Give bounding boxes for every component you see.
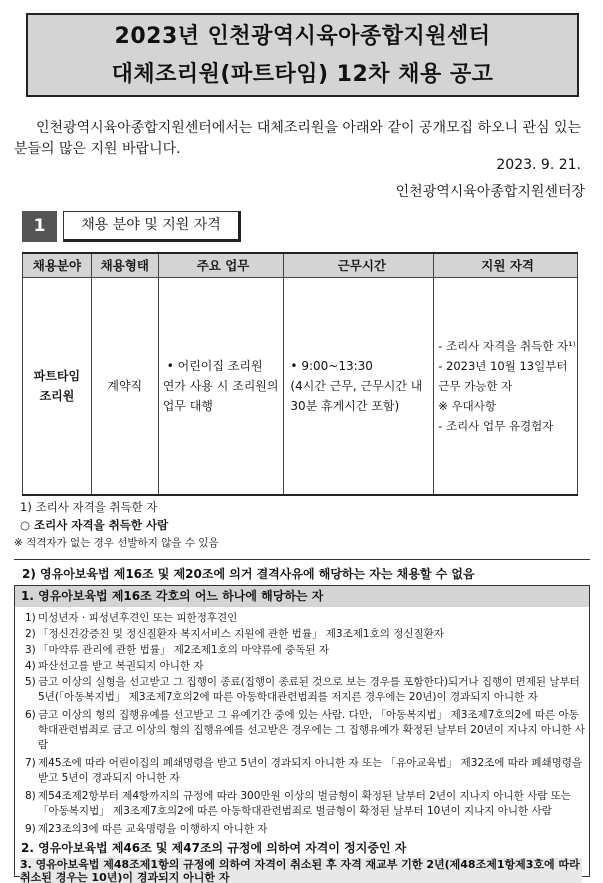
qual-line-1: - 조리사 자격을 취득한 자¹⁾ — [438, 338, 576, 353]
item-num: 3) — [25, 644, 36, 656]
disqualification-box — [14, 585, 590, 877]
item-text: 「마약류 관리에 관한 법률」 제2조제1호의 마약류에 중독된 자 — [38, 644, 330, 656]
item-num: 7) — [25, 757, 36, 769]
list-item — [25, 822, 585, 837]
item-text: 제54조제2항부터 제4항까지의 규정에 따라 300만원 이상의 벌금형이 확정된 날부터 2년이 지나지 아니한 사람 또는 「아동복지법」 제3조제7호의2에 따른 아동학대관련범죄로 벌금형이 확정된 날부터 10년이 지나지 아니한 사람 — [38, 790, 571, 817]
cell-hours — [284, 277, 434, 495]
cell-type: 계약직 — [91, 277, 158, 495]
item-num: 5) — [25, 676, 36, 688]
law-foot-2: 2. 영유아보육법 제46조 및 제47조의 규정에 의하여 자격이 정지중인 자 — [21, 841, 407, 855]
list-item — [25, 708, 585, 753]
field-line-1: 파트타임 — [33, 368, 81, 383]
footnote-3: ※ 적격자가 없는 경우 선발하지 않을 수 있음 — [14, 537, 219, 549]
duty-bullet: • 어린이집 조리원 — [166, 358, 263, 373]
recruitment-table — [22, 252, 578, 496]
hours-line-1: • 9:00~13:30 — [290, 358, 373, 373]
table-row — [23, 277, 578, 495]
item-text: 「정신건강증진 및 정신질환자 복지서비스 지원에 관한 법률」 제3조제1호의 정신질환자 — [38, 628, 444, 640]
list-item — [25, 756, 585, 786]
item-num: 6) — [25, 709, 36, 721]
list-item — [25, 659, 585, 674]
cell-duty — [158, 277, 284, 495]
announcement-date: 2023. 9. 21. — [496, 157, 581, 173]
title-line-1: 2023년 인천광역시육아종합지원센터 — [114, 24, 491, 49]
law-head: 1. 영유아보육법 제16조 각호의 어느 하나에 해당하는 자 — [15, 586, 589, 607]
item-num: 9) — [25, 823, 36, 835]
footnote-2: ○ 조리사 자격을 취득한 사람 — [20, 518, 169, 532]
header-type: 채용형태 — [91, 253, 158, 277]
divider-top — [14, 559, 590, 560]
hours-line-2: (4시간 근무, 근무시간 내 30분 휴게시간 포함) — [290, 378, 423, 413]
title-box — [26, 13, 579, 97]
list-item — [25, 789, 585, 819]
item-text: 파산선고를 받고 복권되지 아니한 자 — [38, 660, 204, 672]
item-text: 미성년자 · 피성년후견인 또는 피한정후견인 — [38, 612, 238, 624]
item-text: 제45조에 따라 어린이집의 폐쇄명령을 받고 5년이 경과되지 아니한 자 또는 「유아교육법」 제32조에 따라 폐쇄명령을 받고 5년이 경과되지 아니한 자 — [38, 757, 583, 784]
duty-rest: 연가 사용 시 조리원의 업무 대행 — [162, 378, 279, 413]
section-2-title: 2) 영유아보육법 제16조 및 제20조에 의거 결격사유에 해당하는 자는 채용할 수 없음 — [22, 567, 475, 581]
table-header-row — [23, 253, 578, 277]
intro-paragraph: 인천광역시육아종합지원센터에서는 대체조리원을 아래와 같이 공개모집 하오니 관심 있는 분들의 많은 지원 바랍니다. — [14, 120, 582, 157]
header-duty: 주요 업무 — [158, 253, 284, 277]
list-item — [25, 611, 585, 626]
header-hours: 근무시간 — [284, 253, 434, 277]
qual-line-4: - 조리사 업무 유경험자 — [438, 418, 554, 433]
section-1-title: 채용 분야 및 지원 자격 — [63, 211, 241, 242]
law-foot-3: 3. 영유아보육법 제48조제1항의 규정에 의하여 자격이 취소된 후 자격 재교부 기한 2년(제48조제1항제3호에 따라 취소된 경우는 10년)이 경과되지 아니한 자 — [20, 858, 582, 883]
item-text: 금고 이상의 형의 집행유예를 선고받고 그 유예기간 중에 있는 사람. 다만, 「아동복지법」 제3조제7호의2에 따른 아동학대관련범죄로 금고 이상의 형의 집행유예를 선고받은 경우에는 그 집행유예가 확정된 날부터 20년이 지나지 아니한 사람 — [38, 709, 585, 751]
section-1-number: 1 — [22, 211, 57, 242]
list-item — [25, 675, 585, 705]
qual-line-2: - 2023년 10월 13일부터 근무 가능한 자 — [438, 358, 568, 393]
item-text: 금고 이상의 실형을 선고받고 그 집행이 종료(집행이 종료된 것으로 보는 경우를 포함한다)되거나 집행이 면제된 날부터 5년(「아동복지법」 제3조제7호의2에 따른 아동학대관련범죄를 저지른 경우에는 20년)이 경과되지 아니한 자 — [38, 676, 580, 703]
cell-qualification — [434, 277, 578, 495]
item-num: 2) — [25, 628, 36, 640]
item-num: 8) — [25, 790, 36, 802]
item-num: 4) — [25, 660, 36, 672]
list-item — [25, 643, 585, 658]
qual-line-3: ※ 우대사항 — [438, 398, 496, 413]
footnote-1: 1) 조리사 자격을 취득한 자 — [20, 500, 158, 514]
header-field: 채용분야 — [23, 253, 92, 277]
cell-field — [23, 277, 92, 495]
header-qualification: 지원 자격 — [434, 253, 578, 277]
title-line-2: 대체조리원(파트타임) 12차 채용 공고 — [111, 62, 494, 87]
field-line-2: 조리원 — [39, 388, 75, 403]
list-item — [25, 627, 585, 642]
item-text: 제23조의3에 따른 교육명령을 이행하지 아니한 자 — [38, 823, 268, 835]
organization-name: 인천광역시육아종합지원센터장 — [395, 184, 585, 200]
item-num: 1) — [25, 612, 36, 624]
